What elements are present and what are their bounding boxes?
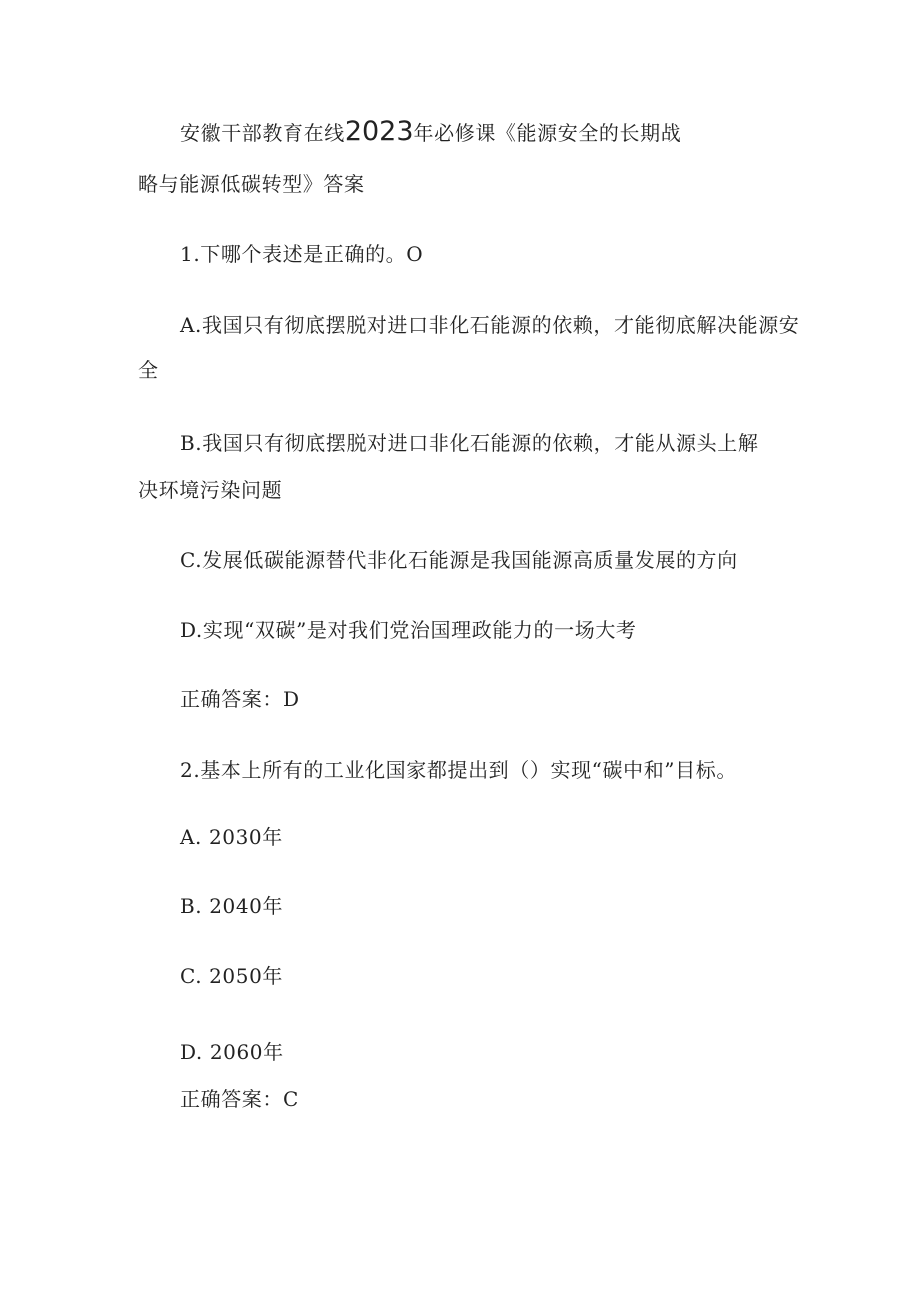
question-2-option-d: D. 2060年 bbox=[180, 1040, 284, 1064]
question-1-option-a: A.我国只有彻底摆脱对进口非化石能源的依赖，才能彻底解决能源安 bbox=[180, 313, 800, 337]
question-1-stem: 1.下哪个表述是正确的。O bbox=[180, 242, 424, 266]
question-1-answer: 正确答案：D bbox=[180, 687, 300, 711]
question-2-option-a: A. 2030年 bbox=[180, 825, 283, 849]
title-year: 2023 bbox=[344, 116, 414, 147]
question-2-option-c: C. 2050年 bbox=[180, 964, 284, 988]
document-title-line-1 bbox=[180, 116, 682, 147]
question-2-stem: 2.基本上所有的工业化国家都提出到（）实现“碳中和”目标。 bbox=[180, 758, 737, 782]
title-suffix: 年必修课《能源安全的长期战 bbox=[413, 121, 682, 145]
question-1-option-b: B.我国只有彻底摆脱对进口非化石能源的依赖，才能从源头上解 bbox=[180, 431, 759, 455]
question-1-option-b-continued: 决环境污染问题 bbox=[138, 478, 283, 502]
question-1-option-c: C.发展低碳能源替代非化石能源是我国能源高质量发展的方向 bbox=[180, 548, 738, 572]
question-1-option-d: D.实现“双碳”是对我们党治国理政能力的一场大考 bbox=[180, 618, 637, 642]
question-1-option-a-continued: 全 bbox=[138, 358, 159, 382]
question-2-option-b: B. 2040年 bbox=[180, 894, 284, 918]
question-2-answer: 正确答案：C bbox=[180, 1087, 299, 1111]
document-title-line-2: 略与能源低碳转型》答案 bbox=[138, 172, 365, 196]
title-prefix: 安徽干部教育在线 bbox=[180, 121, 345, 145]
